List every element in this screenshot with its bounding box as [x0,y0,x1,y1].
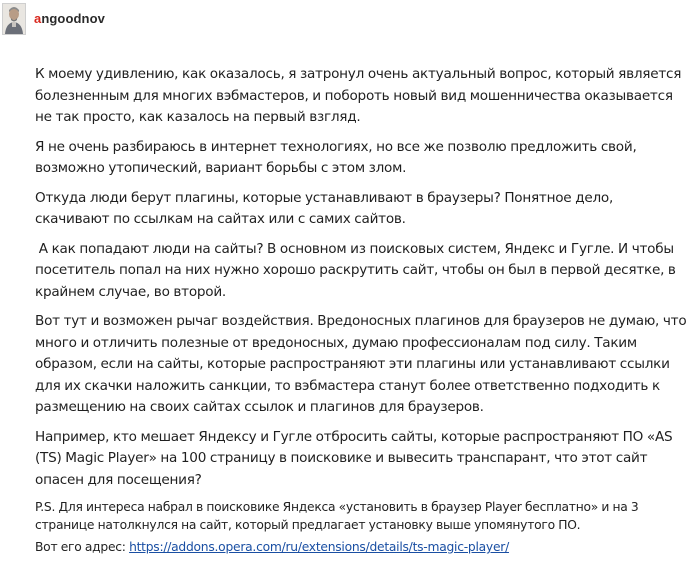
avatar[interactable] [2,3,26,35]
postscript: P.S. Для интереса набрал в поисковике Яндекса «установить в браузер Player бесплатно» и на 3 странице натолкнулся на сайт, который предлагает установку выше упомянутого ПО. [35,500,639,532]
paragraph-1: К моему удивлению, как оказалось, я затронул очень актуальный вопрос, который является болезненным для многих вэбмастеров, и побороть новый вид мошенничества оказывается не так просто, как казалось на первый взгляд. [35,66,682,125]
author-name-initial: a [34,11,42,26]
paragraph-2: Я не очень разбираюсь в интернет технологиях, но все же позволю предложить свой, возможно утопический, вариант борьбы с этом злом. [35,138,637,176]
paragraph-6: Например, кто мешает Яндексу и Гугле отбросить сайты, которые распространяют ПО «AS (TS) Magic Player» на 100 страницу в поисковике и вывесить транспарант, что этот сайт опасен для посещения? [35,428,673,488]
author-name[interactable] [34,11,105,26]
paragraph-3: Откуда люди берут плагины, которые устанавливают в браузеры? Понятное дело, скачивают по ссылкам на сайтах или с самих сайтов. [35,189,614,227]
paragraph-5: Вот тут и возможен рычаг воздействия. Вредоносных плагинов для браузеров не думаю, что много и отличить полезные от вредоносных, думаю профессионалам под силу. Таким образом, если на сайты, которые распространяют эти плагины или устанавливают ссылки для их скачки наложить санкции, то вэбмастера станут более ответственно подходить к размещению на своих сайтах ссылок и плагинов для браузеров. [35,313,687,415]
author-name-rest: ngoodnov [41,11,105,26]
paragraph-4: А как попадают люди на сайты? В основном из поисковых систем, Яндекс и Гугле. И чтобы посетитель попал на них нужно хорошо раскрутить сайт, чтобы он был в первой десятке, в крайнем случае, во второй. [35,240,680,300]
address-label: Вот его адрес: [35,540,130,554]
user-photo-avatar-icon [3,4,25,34]
address-line [35,539,690,557]
post-header [2,3,105,37]
extension-link[interactable]: https://addons.opera.com/ru/extensions/details/ts-magic-player/ [129,540,509,554]
post-body [35,64,690,562]
